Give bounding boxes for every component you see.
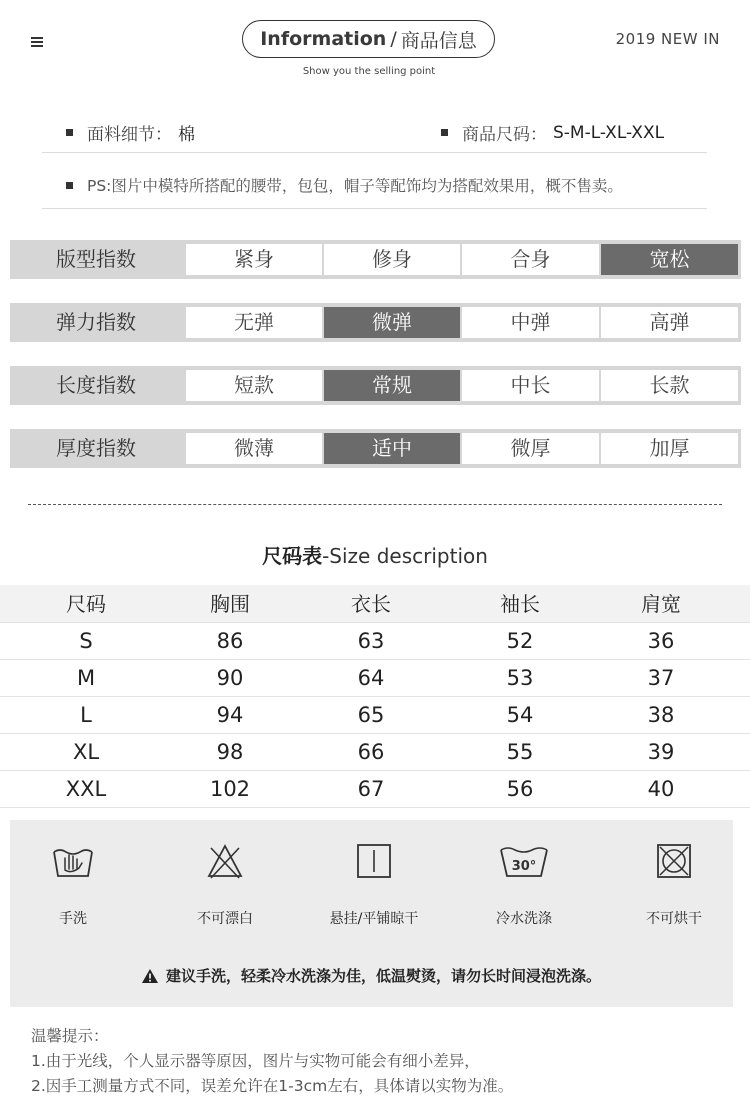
- care-item-hand-wash: [18, 842, 128, 928]
- tips-heading: 温馨提示：: [31, 1027, 109, 1045]
- ps-note-row: [42, 163, 707, 209]
- care-note: [10, 965, 733, 986]
- care-label: 不可漂白: [197, 911, 253, 927]
- size-table-cell: 94: [216, 703, 244, 727]
- title-chinese: 商品信息: [400, 29, 477, 52]
- tips-line-2: 2.因手工测量方式不同，误差允许在1-3cm左右，具体请以实物为准。: [31, 1077, 514, 1095]
- size-table-cell: 98: [216, 740, 244, 764]
- size-table-header: [0, 585, 750, 623]
- warning-icon: [142, 969, 158, 983]
- size-chart-title-cn: 尺码表: [262, 544, 323, 568]
- index-label: 版型指数: [56, 247, 136, 271]
- fabric-label: 面料细节：: [87, 125, 172, 145]
- size-table-row: [0, 771, 750, 808]
- size-table-cell: XXL: [65, 777, 107, 801]
- size-table-header-cell: 胸围: [210, 592, 250, 616]
- size-table-row: [0, 660, 750, 697]
- index-label: 长度指数: [56, 373, 136, 397]
- index-option: 高弹: [601, 307, 738, 338]
- size-table-header-cell: 衣长: [351, 592, 391, 616]
- size-table-cell: XL: [72, 740, 100, 764]
- size-table-cell: 56: [506, 777, 534, 801]
- size-table-cell: 90: [216, 666, 244, 690]
- index-row: [10, 366, 741, 405]
- section-title-pill: [242, 20, 495, 58]
- ps-note-text: PS:图片中模特所搭配的腰带，包包，帽子等配饰均为搭配效果用，概不售卖。: [87, 177, 623, 195]
- no-bleach-icon: [203, 842, 247, 882]
- dashed-divider: [28, 504, 722, 505]
- menu-icon[interactable]: [31, 37, 43, 47]
- size-table-cell: 40: [647, 777, 675, 801]
- size-table-header-cell: 尺码: [66, 592, 106, 616]
- size-label: 商品尺码：: [462, 125, 547, 145]
- size-table-cell: 66: [357, 740, 385, 764]
- size-table-cell: 67: [357, 777, 385, 801]
- bullet-icon: [66, 129, 73, 136]
- index-option: 微薄: [186, 433, 322, 464]
- index-option-selected: 宽松: [601, 244, 738, 275]
- size-table-row: [0, 734, 750, 771]
- size-table-cell: 38: [647, 703, 675, 727]
- care-label: 悬挂/平铺晾干: [329, 911, 419, 927]
- size-table-cell: 52: [506, 629, 534, 653]
- index-option-selected: 适中: [324, 433, 460, 464]
- fabric-value: 棉: [178, 125, 195, 145]
- size-chart-title: [0, 540, 750, 569]
- size-table-cell: M: [76, 666, 96, 690]
- svg-text:30°: 30°: [511, 859, 537, 874]
- care-label: 手洗: [59, 911, 87, 927]
- size-table-cell: 55: [506, 740, 534, 764]
- size-table-cell: 64: [357, 666, 385, 690]
- size-table-cell: 53: [506, 666, 534, 690]
- size-table-row: [0, 623, 750, 660]
- size-table-cell: 54: [506, 703, 534, 727]
- index-label: 厚度指数: [56, 436, 136, 460]
- size-table-cell: 86: [216, 629, 244, 653]
- size-chart-table: [0, 585, 750, 808]
- care-label: 不可烘干: [646, 911, 702, 927]
- index-option: 短款: [186, 370, 322, 401]
- size-value: S-M-L-XL-XXL: [553, 122, 665, 143]
- index-row: [10, 240, 741, 279]
- care-item-cold-wash: [469, 842, 579, 928]
- bullet-icon: [441, 129, 448, 136]
- index-option: 无弹: [186, 307, 322, 338]
- size-table-header-cell: 肩宽: [641, 592, 681, 616]
- size-table-cell: 37: [647, 666, 675, 690]
- product-info-row: [42, 112, 707, 153]
- size-table-cell: 65: [357, 703, 385, 727]
- no-tumble-dry-icon: [652, 842, 696, 882]
- size-table-cell: 63: [357, 629, 385, 653]
- care-label: 冷水洗涤: [496, 911, 552, 927]
- care-instructions: [10, 820, 733, 1007]
- subtitle: Show you the selling point: [302, 66, 436, 77]
- size-table-cell: L: [80, 703, 92, 727]
- index-row: [10, 303, 741, 342]
- ps-note: [66, 174, 623, 196]
- index-label: 弹力指数: [56, 310, 136, 334]
- index-option: 加厚: [601, 433, 738, 464]
- cold-wash-30-icon: [499, 842, 549, 882]
- size-table-row: [0, 697, 750, 734]
- size-chart-title-en: -Size description: [322, 544, 488, 568]
- care-item-no-tumble-dry: [619, 842, 729, 928]
- bullet-icon: [66, 182, 73, 189]
- index-option: 中弹: [462, 307, 599, 338]
- index-option: 中长: [462, 370, 599, 401]
- care-item-no-bleach: [170, 842, 280, 928]
- index-option-selected: 常规: [324, 370, 460, 401]
- index-row: [10, 429, 741, 468]
- warm-tips: [31, 1024, 513, 1099]
- index-option: 紧身: [186, 244, 322, 275]
- care-note-text: 建议手洗，轻柔冷水洗涤为佳，低温熨烫，请勿长时间浸泡洗涤。: [165, 967, 601, 985]
- index-option: 修身: [324, 244, 460, 275]
- care-item-hang-dry: [319, 842, 429, 928]
- size-range: [441, 120, 664, 145]
- size-table-cell: 36: [647, 629, 675, 653]
- index-option: 合身: [462, 244, 599, 275]
- new-in-badge: 2019 NEW IN: [615, 30, 720, 48]
- fabric-detail: [66, 120, 195, 145]
- title-english: Information: [260, 28, 387, 50]
- tips-line-1: 1.由于光线，个人显示器等原因，图片与实物可能会有细小差异，: [31, 1052, 480, 1070]
- index-option-selected: 微弹: [324, 307, 460, 338]
- hand-wash-icon: [51, 842, 95, 882]
- title-slash: /: [390, 28, 397, 50]
- size-table-header-cell: 袖长: [500, 592, 540, 616]
- size-table-cell: S: [79, 629, 93, 653]
- hang-dry-icon: [352, 842, 396, 882]
- index-option: 微厚: [462, 433, 599, 464]
- index-option: 长款: [601, 370, 738, 401]
- size-table-cell: 39: [647, 740, 675, 764]
- size-table-cell: 102: [209, 777, 251, 801]
